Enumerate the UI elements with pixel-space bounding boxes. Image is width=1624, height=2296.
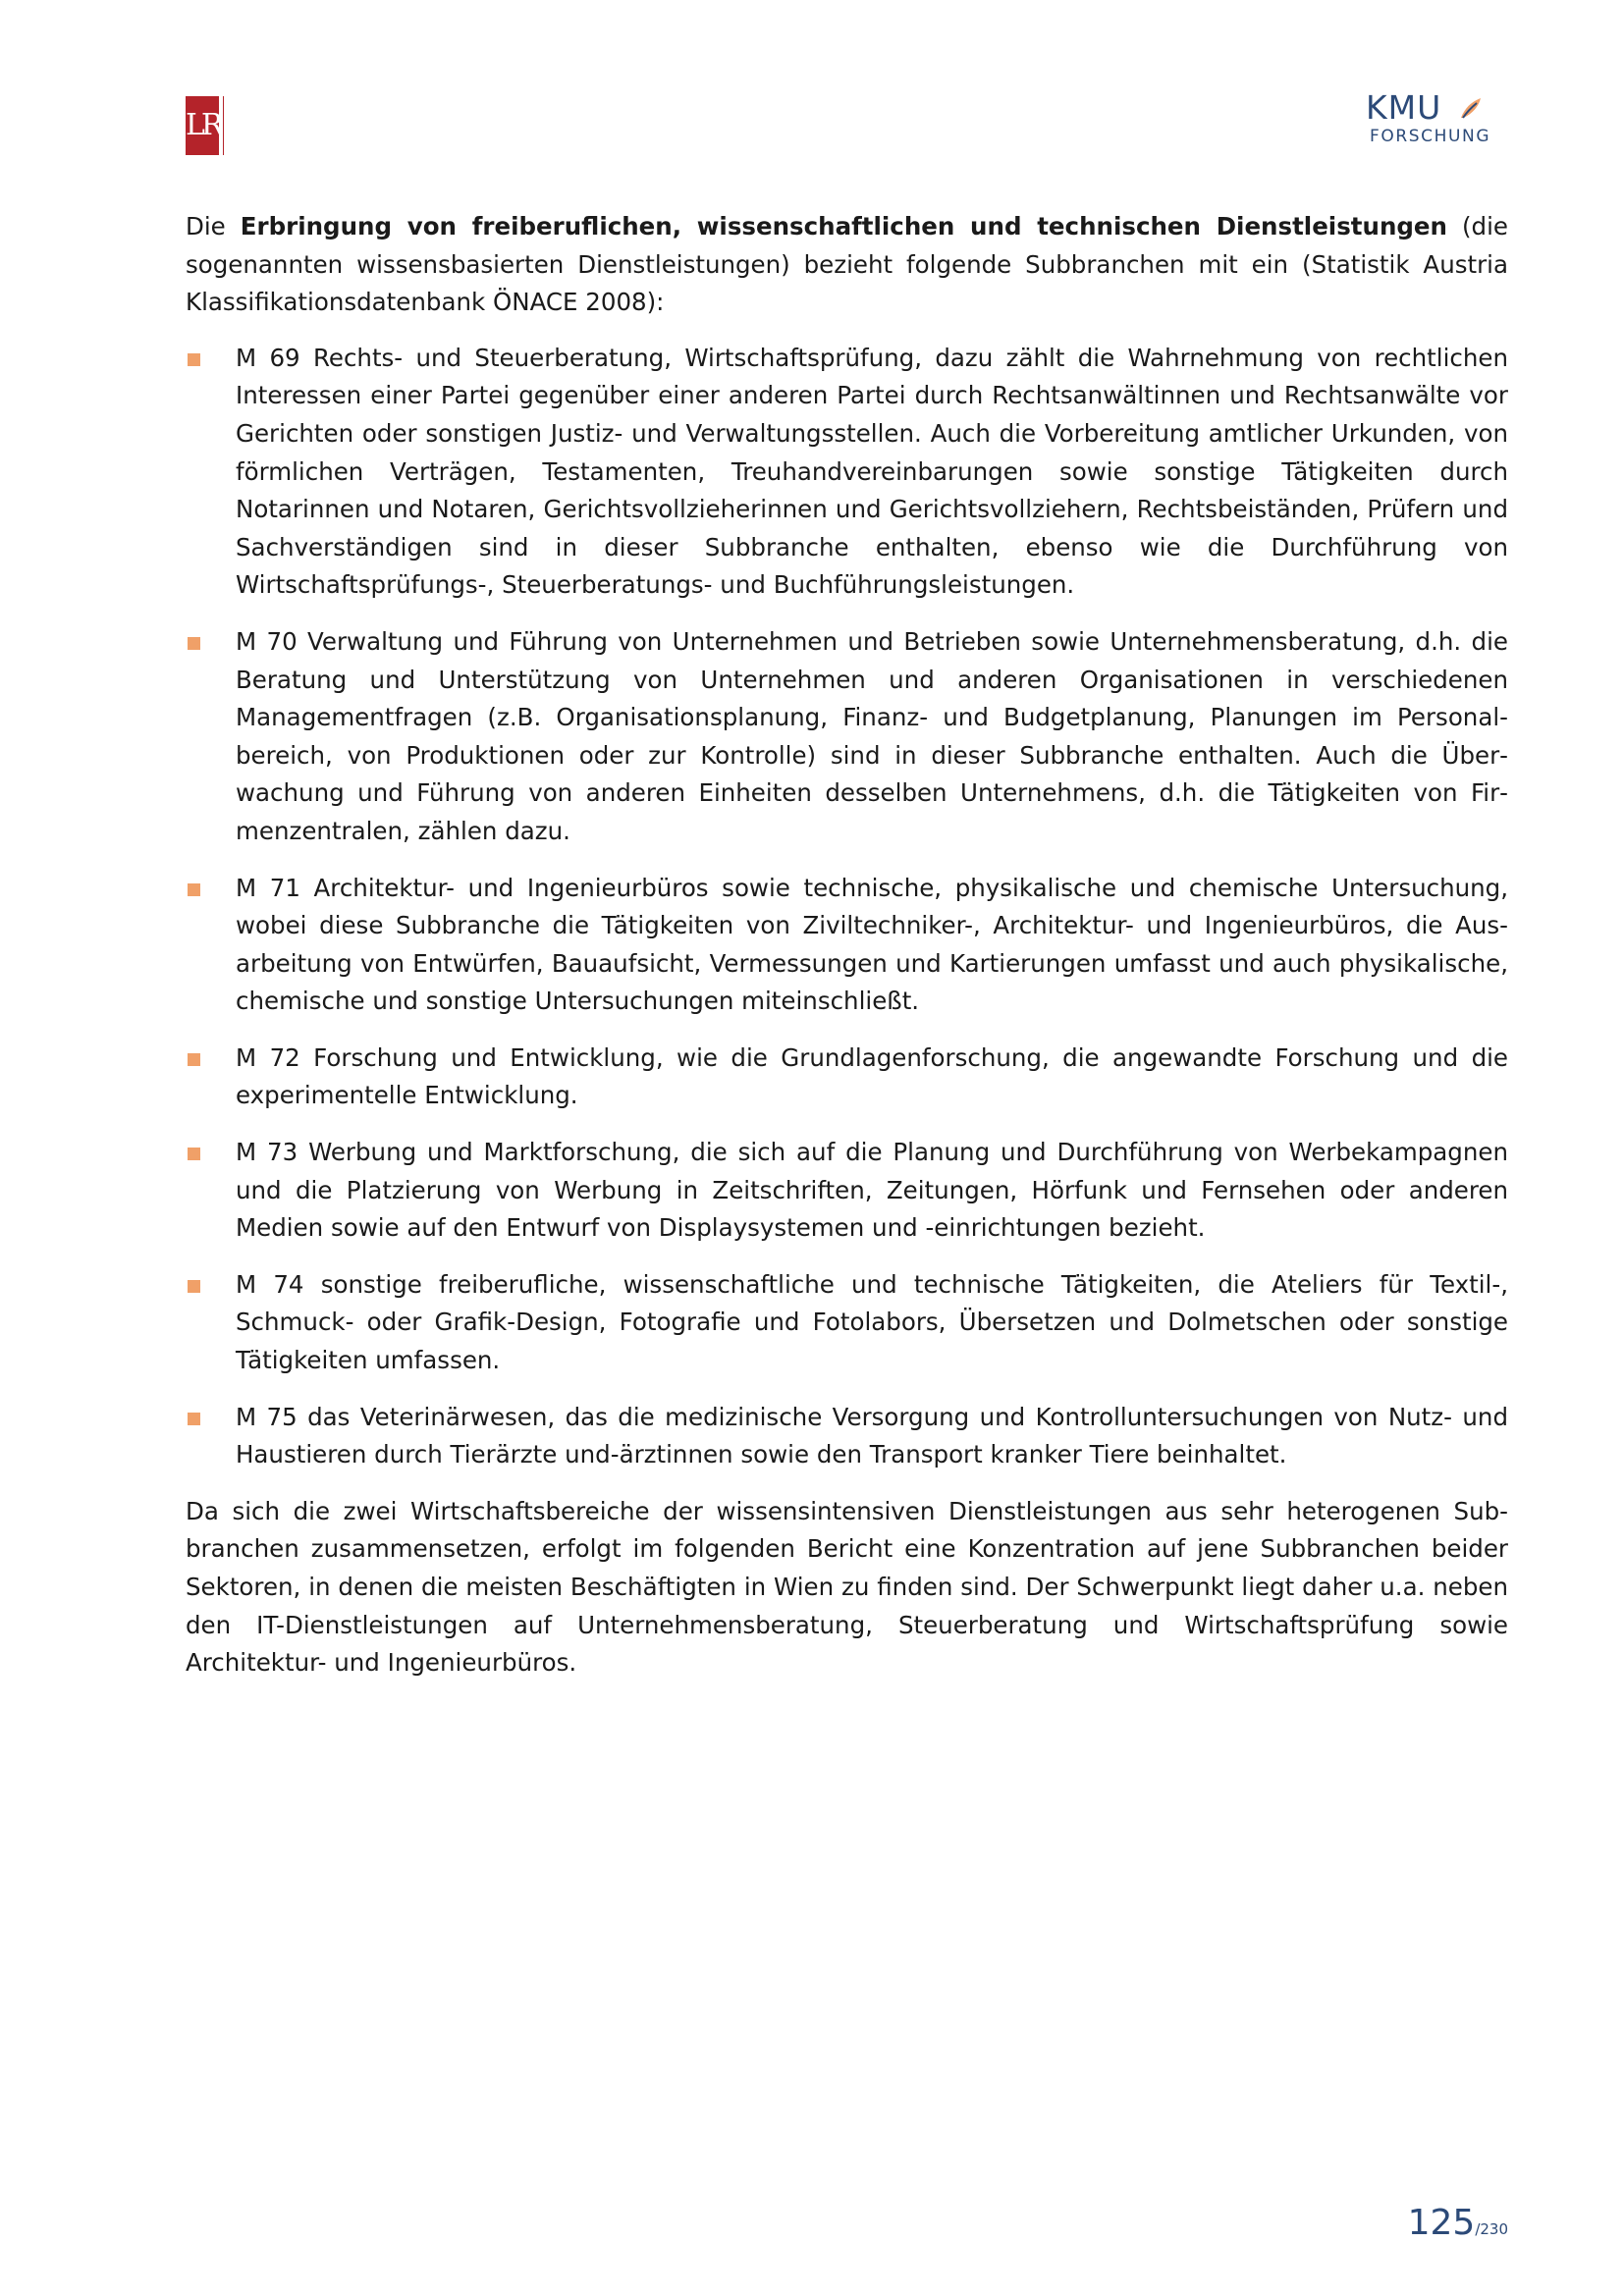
bullet-square-icon xyxy=(188,1280,200,1293)
bullet-square-icon xyxy=(188,637,200,650)
page-number xyxy=(1390,2203,1508,2243)
list-item: M 72 Forschung und Entwicklung, wie die Grundlagenforschung, die angewandte Forschung und die experimentelle Entwicklung. xyxy=(186,1040,1508,1115)
main-content xyxy=(186,208,1508,1682)
list-item: M 75 das Veterinärwesen, das die medizinische Versorgung und Kontrolluntersuchungen von Nutz- und Haustieren durch Tierärzte und-ärztinnen sowie den Transport kranker Tiere beinhaltet. xyxy=(186,1399,1508,1474)
outro-paragraph: Da sich die zwei Wirtschaftsbereiche der wissensintensiven Dienstleistungen aus sehr heterogenen Subbranchen zusammensetzen, erfolgt im folgenden Bericht eine Konzentration auf jene Subbranchen beider Sektoren, in denen die meisten Beschäftigten in Wien zu finden sind. Der Schwerpunkt liegt daher u.a. neben den IT-Dienstleistungen auf Unternehmensberatung, Steuerberatung und Wirtschaftsprüfung sowie Architektur- und Ingenieurbüros. xyxy=(186,1496,1508,1678)
leaf-icon xyxy=(1457,94,1485,122)
bullet-square-icon xyxy=(188,1413,200,1425)
kmu-forschung-logo xyxy=(1366,90,1493,155)
page-total: /230 xyxy=(1475,2220,1508,2238)
bullet-square-icon xyxy=(188,1053,200,1066)
lr-logo-letters: LR xyxy=(186,96,219,155)
list-item: M 74 sonstige freiberufliche, wissenschaftliche und technische Tätigkeiten, die Ateliers für Textil-, Schmuck- oder Grafik-Design, Fotografie und Fotolabors, Übersetzen und Dolmetschen oder sonstige Tätigkeiten umfassen. xyxy=(186,1266,1508,1380)
list-item: M 70 Verwaltung und Führung von Unternehmen und Betrieben sowie Unternehmensberatung, d.h. die Beratung und Unterstützung von Unternehmen und anderen Organisationen in verschiedenen Managementfragen (z.B. Organisationsplanung, Finanz- und Budgetplanung, Planungen im Personalbereich, von Produktionen oder zur Kontrolle) sind in dieser Subbranche enthalten. Auch die Überwachung und Führung von anderen Einheiten desselben Unternehmens, d.h. die Tätigkeiten von Firmenzentralen, zählen dazu. xyxy=(186,623,1508,851)
bullet-square-icon xyxy=(188,353,200,366)
page-current: 125 xyxy=(1407,2203,1476,2243)
intro-bold-term: Erbringung von freiberuflichen, wissenschaftlichen und technischen Dienstleistungen xyxy=(240,212,1447,240)
subbranch-list xyxy=(186,340,1508,1474)
bullet-square-icon xyxy=(188,1148,200,1160)
kmu-logo-title: KMU xyxy=(1366,88,1442,127)
lr-logo xyxy=(186,96,239,155)
list-item: M 69 Rechts- und Steuerberatung, Wirtschaftsprüfung, dazu zählt die Wahrnehmung von rechtlichen Interessen einer Partei gegenüber einer anderen Partei durch Rechtsanwältinnen und Rechtsanwälte vor Gerichten oder sonstigen Justiz- und Verwaltungsstellen. Auch die Vorbereitung amtlicher Urkunden, von förmlichen Verträgen, Testamenten, Treuhandvereinbarungen sowie sonstige Tätigkeiten durch Notarinnen und Notaren, Gerichtsvollzieherinnen und Gerichtsvollziehern, Rechtsbeiständen, Prüfern und Sachverständigen sind in dieser Subbranche enthalten, ebenso wie die Durchführung von Wirtschaftsprüfungs-, Steuerberatungs- und Buchführungsleistungen. xyxy=(186,340,1508,605)
list-item: M 71 Architektur- und Ingenieurbüros sowie technische, physikalische und chemische Untersuchung, wobei diese Subbranche die Tätigkeiten von Ziviltechniker-, Architektur- und Ingenieurbüros, die Ausarbeitung von Entwürfen, Bauaufsicht, Vermessungen und Kartierungen umfasst und auch physikalische, chemische und sonstige Untersuchungen miteinschließt. xyxy=(186,870,1508,1021)
bullet-square-icon xyxy=(188,883,200,896)
intro-paragraph: Die Erbringung von freiberuflichen, wissenschaftlichen und technischen Dienstleistungen (die sogenannten wissensbasierten Dienstleistungen) bezieht folgende Subbranchen mit ein (Statistik Austria Klassifikationsdatenbank ÖNACE 2008): xyxy=(186,212,1508,317)
kmu-logo-subtitle: FORSCHUNG xyxy=(1370,127,1491,146)
list-item: M 73 Werbung und Marktforschung, die sich auf die Planung und Durchführung von Werbekampagnen und die Platzierung von Werbung in Zeitschriften, Zeitungen, Hörfunk und Fernsehen oder anderen Medien sowie auf den Entwurf von Displaysystemen und -einrichtungen bezieht. xyxy=(186,1134,1508,1248)
